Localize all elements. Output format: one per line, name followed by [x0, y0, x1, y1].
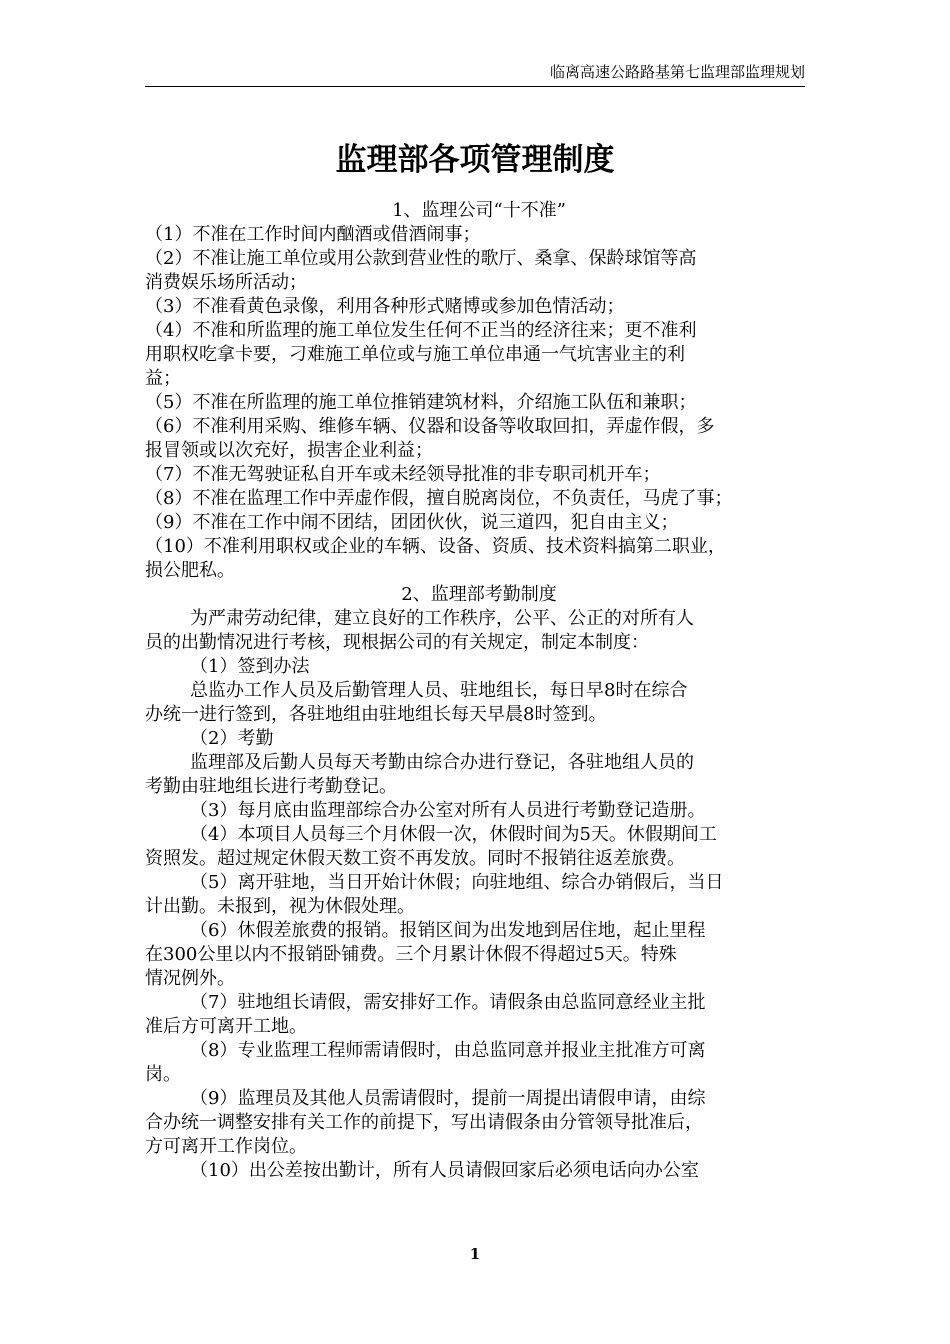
- text-line: （5）不准在所监理的施工单位推销建筑材料，介绍施工队伍和兼职；: [145, 392, 697, 413]
- text-line: 2、监理部考勤制度: [401, 584, 557, 605]
- text-line: （6）不准利用采购、维修车辆、仪器和设备等收取回扣，弄虚作假，多: [145, 416, 715, 437]
- text-line: （1）签到办法: [190, 656, 310, 677]
- text-line: （4）本项目人员每三个月休假一次，休假时间为5天。休假期间工: [190, 824, 717, 845]
- text-line: 在300公里以内不报销卧铺费。三个月累计休假不得超过5天。特殊: [145, 944, 677, 965]
- text-line: 岗。: [145, 1064, 181, 1085]
- text-line: 情况例外。: [145, 968, 235, 989]
- text-line: （4）不准和所监理的施工单位发生任何不正当的经济往来；更不准利: [145, 320, 697, 341]
- text-line: 准后方可离开工地。: [145, 1016, 307, 1037]
- text-line: （5）离开驻地，当日开始计休假；向驻地组、综合办销假后，当日: [190, 872, 724, 893]
- text-line: （3）不准看黄色录像，利用各种形式赌博或参加色情活动；: [145, 296, 625, 317]
- text-line: 员的出勤情况进行考核，现根据公司的有关规定，制定本制度：: [145, 632, 649, 653]
- text-line: 损公肥私。: [145, 560, 235, 581]
- text-line: 合办统一调整安排有关工作的前提下，写出请假条由分管领导批准后，: [145, 1112, 703, 1133]
- text-line: 办统一进行签到，各驻地组由驻地组长每天早晨8时签到。: [145, 704, 607, 725]
- text-line: 1、监理公司“十不准”: [392, 200, 566, 221]
- text-line: （2）考勤: [190, 728, 274, 749]
- text-line: （1）不准在工作时间内酗酒或借酒闹事；: [145, 224, 481, 245]
- text-line: （8）专业监理工程师需请假时，由总监同意并报业主批准方可离: [190, 1040, 706, 1061]
- page-title: 监理部各项管理制度: [335, 142, 615, 178]
- page-number: 1: [469, 1245, 481, 1263]
- text-line: 用职权吃拿卡要，刁难施工单位或与施工单位串通一气坑害业主的利: [145, 344, 685, 365]
- text-line: 考勤由驻地组长进行考勤登记。: [145, 776, 397, 797]
- text-line: 总监办工作人员及后勤管理人员、驻地组长，每日早8时在综合: [190, 680, 688, 701]
- header-rule: [145, 86, 805, 87]
- text-line: （9）监理员及其他人员需请假时，提前一周提出请假申请，由综: [190, 1088, 706, 1109]
- text-line: （10）出公差按出勤计，所有人员请假回家后必须电话向办公室: [190, 1160, 699, 1181]
- text-line: （7）驻地组长请假，需安排好工作。请假条由总监同意经业主批: [190, 992, 706, 1013]
- text-line: （8）不准在监理工作中弄虚作假，擅自脱离岗位，不负责任，马虎了事；: [145, 488, 733, 509]
- text-line: （2）不准让施工单位或用公款到营业性的歌厅、桑拿、保龄球馆等高: [145, 248, 697, 269]
- text-line: 报冒领或以次充好，损害企业利益；: [145, 440, 433, 461]
- text-line: 为严肃劳动纪律，建立良好的工作秩序，公平、公正的对所有人: [190, 608, 694, 629]
- text-line: （3）每月底由监理部综合办公室对所有人员进行考勤登记造册。: [190, 800, 706, 821]
- text-line: 消费娱乐场所活动；: [145, 272, 307, 293]
- text-line: （7）不准无驾驶证私自开车或未经领导批准的非专职司机开车；: [145, 464, 661, 485]
- text-line: （6）休假差旅费的报销。报销区间为出发地到居住地，起止里程: [190, 920, 706, 941]
- text-line: 方可离开工作岗位。: [145, 1136, 307, 1157]
- document-body: [145, 199, 813, 1183]
- text-line: 计出勤。未报到，视为休假处理。: [145, 896, 415, 917]
- running-header: 临离高速公路路基第七监理部监理规划: [549, 63, 805, 81]
- text-line: （9）不准在工作中闹不团结，团团伙伙，说三道四，犯自由主义；: [145, 512, 679, 533]
- text-line: 监理部及后勤人员每天考勤由综合办进行登记，各驻地组人员的: [190, 752, 694, 773]
- text-line: （10）不准利用职权或企业的车辆、设备、资质、技术资料搞第二职业，: [145, 536, 726, 557]
- text-line: 资照发。超过规定休假天数工资不再发放。同时不报销往返差旅费。: [145, 848, 685, 869]
- text-line: 益；: [145, 368, 181, 389]
